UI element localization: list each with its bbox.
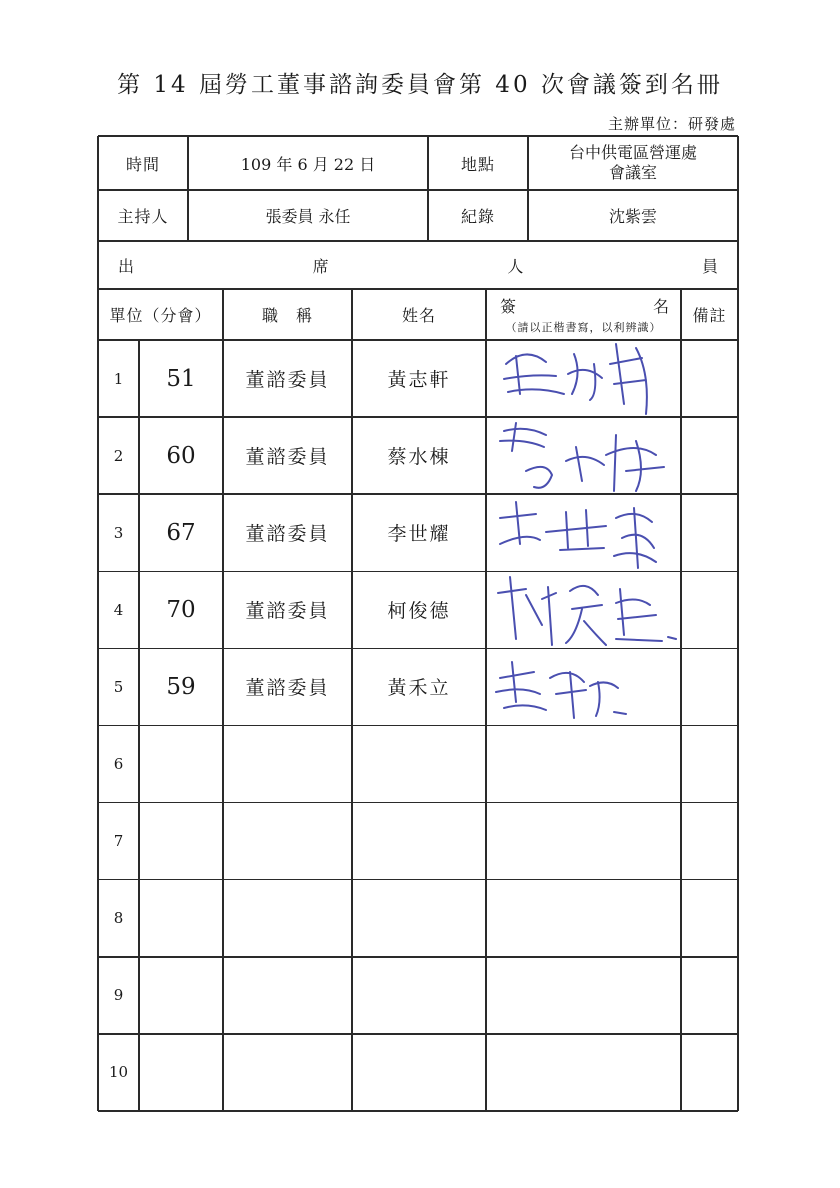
- row-unit: [139, 880, 223, 957]
- document-title: 第 14 屆勞工董事諮詢委員會第 40 次會議簽到名冊: [117, 72, 723, 98]
- row-number-text: 6: [113, 755, 124, 774]
- time-label-text: 時間: [125, 154, 160, 174]
- row-name: [352, 417, 486, 494]
- row-unit: [139, 957, 223, 1034]
- row-name: [352, 494, 486, 571]
- row-name: [352, 571, 486, 648]
- row-number-text: 10: [108, 1063, 129, 1082]
- row-title: [223, 726, 352, 803]
- signature-header-char: 名: [652, 297, 669, 316]
- attendees-header-char: 人: [507, 256, 524, 276]
- row-remarks: [681, 340, 738, 417]
- row-signature: [486, 1034, 681, 1111]
- place-value-line: 會議室: [608, 163, 657, 182]
- place-label-text: 地點: [460, 154, 495, 174]
- row-name-text: 黃禾立: [387, 677, 451, 700]
- signature-header-char: 簽: [500, 297, 517, 316]
- row-remarks: [681, 494, 738, 571]
- host-label: [98, 190, 188, 241]
- col-title: [223, 289, 352, 340]
- signature-stroke: [498, 577, 676, 645]
- row-number: [98, 571, 139, 648]
- attendees-header-char: 席: [312, 256, 329, 276]
- row-number-text: 5: [113, 677, 124, 696]
- row-signature: [486, 726, 681, 803]
- row-name: [352, 803, 486, 880]
- place-label: [428, 136, 528, 190]
- row-unit: [139, 726, 223, 803]
- row-signature: [486, 880, 681, 957]
- row-unit-text: 59: [166, 673, 196, 700]
- place-value: [528, 136, 738, 190]
- row-remarks: [681, 571, 738, 648]
- row-signature: [486, 648, 681, 725]
- row-title: [223, 803, 352, 880]
- row-title: [223, 957, 352, 1034]
- row-signature: [486, 571, 681, 648]
- row-number-text: 2: [113, 446, 124, 465]
- row-title-text: 董諮委員: [245, 600, 330, 623]
- row-number: [98, 880, 139, 957]
- attendees-header: [98, 241, 738, 289]
- host-value: [188, 190, 428, 241]
- row-number: [98, 726, 139, 803]
- row-number: [98, 340, 139, 417]
- row-remarks: [681, 880, 738, 957]
- col-remarks: [681, 289, 738, 340]
- row-number: [98, 494, 139, 571]
- row-title: [223, 417, 352, 494]
- row-unit-text: 70: [166, 596, 196, 623]
- host-value-text: 張委員 永任: [265, 207, 351, 226]
- time-label: [98, 136, 188, 190]
- signature-note: （請以正楷書寫，以利辨識）: [505, 321, 662, 334]
- row-title-text: 董諮委員: [245, 677, 330, 700]
- row-title: [223, 648, 352, 725]
- row-remarks: [681, 957, 738, 1034]
- signature-stroke: [496, 662, 626, 718]
- row-name-text: 蔡水棟: [387, 446, 451, 469]
- row-signature: [486, 957, 681, 1034]
- col-signature: [486, 289, 681, 340]
- row-unit-text: 60: [166, 442, 196, 469]
- row-number-text: 8: [113, 909, 124, 928]
- col-unit-text: 單位（分會）: [109, 306, 212, 325]
- row-name-text: 黃志軒: [387, 369, 451, 392]
- row-unit: [139, 648, 223, 725]
- row-unit: [139, 571, 223, 648]
- signature-stroke: [500, 502, 656, 568]
- time-value: [188, 136, 428, 190]
- row-name: [352, 880, 486, 957]
- row-name: [352, 340, 486, 417]
- row-name: [352, 726, 486, 803]
- row-name: [352, 1034, 486, 1111]
- row-remarks: [681, 417, 738, 494]
- row-title-text: 董諮委員: [245, 523, 330, 546]
- col-remarks-text: 備註: [692, 306, 727, 325]
- col-unit: [98, 289, 223, 340]
- row-title: [223, 571, 352, 648]
- signature-header: [486, 294, 681, 317]
- attendees-header-char: 員: [701, 256, 718, 276]
- sign-in-grid: [98, 136, 738, 1111]
- record-label-text: 紀錄: [460, 207, 495, 226]
- row-name: [352, 648, 486, 725]
- row-remarks: [681, 1034, 738, 1111]
- row-title: [223, 1034, 352, 1111]
- row-name-text: 李世耀: [387, 523, 451, 546]
- row-unit: [139, 494, 223, 571]
- row-signature: [486, 494, 681, 571]
- row-title: [223, 340, 352, 417]
- row-number: [98, 957, 139, 1034]
- row-name: [352, 957, 486, 1034]
- host-label-text: 主持人: [117, 207, 169, 226]
- time-value-text: 109 年 6 月 22 日: [240, 154, 376, 174]
- record-value: [528, 190, 738, 241]
- row-number: [98, 417, 139, 494]
- row-unit: [139, 803, 223, 880]
- row-signature: [486, 417, 681, 494]
- col-title-text: 職 稱: [261, 306, 313, 325]
- record-label: [428, 190, 528, 241]
- row-number: [98, 803, 139, 880]
- signature-stroke: [504, 344, 647, 414]
- row-remarks: [681, 803, 738, 880]
- col-name-text: 姓名: [401, 306, 436, 325]
- row-title-text: 董諮委員: [245, 446, 330, 469]
- row-remarks: [681, 648, 738, 725]
- place-value-line: 台中供電區營運處: [568, 143, 697, 162]
- signature-stroke: [500, 423, 664, 491]
- row-title: [223, 880, 352, 957]
- row-remarks: [681, 726, 738, 803]
- attendees-header-char: 出: [118, 256, 135, 276]
- row-number-text: 1: [113, 369, 124, 388]
- row-number-text: 3: [113, 523, 124, 542]
- row-signature: [486, 340, 681, 417]
- row-signature: [486, 803, 681, 880]
- row-unit: [139, 1034, 223, 1111]
- row-number: [98, 1034, 139, 1111]
- row-number-text: 7: [113, 832, 124, 851]
- row-number: [98, 648, 139, 725]
- row-unit: [139, 417, 223, 494]
- row-unit-text: 51: [166, 365, 196, 392]
- row-name-text: 柯俊德: [387, 600, 451, 623]
- row-number-text: 4: [113, 600, 124, 619]
- organizer: 主辦單位：研發處: [607, 115, 736, 133]
- row-title-text: 董諮委員: [245, 369, 330, 392]
- record-value-text: 沈紫雲: [608, 207, 657, 226]
- row-number-text: 9: [113, 986, 124, 1005]
- row-unit-text: 67: [166, 519, 196, 546]
- row-unit: [139, 340, 223, 417]
- row-title: [223, 494, 352, 571]
- col-name: [352, 289, 486, 340]
